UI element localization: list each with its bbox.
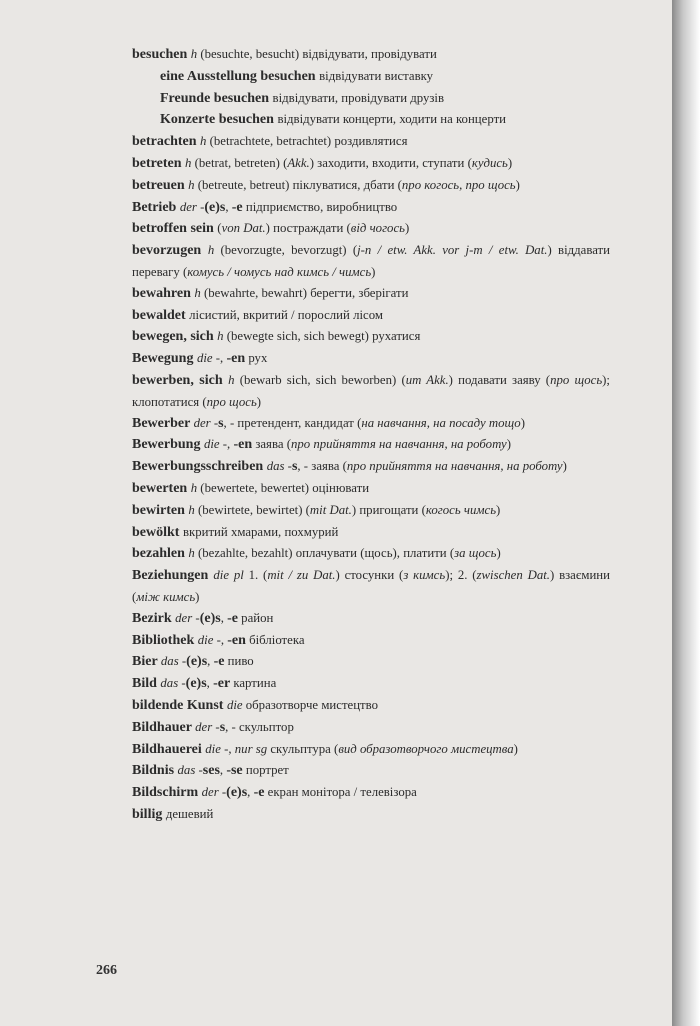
- headword: bevorzugen: [132, 243, 208, 259]
- grammar-note: h: [188, 502, 195, 517]
- headword: bewahren: [132, 285, 195, 301]
- book-spine-shadow: [672, 0, 700, 1026]
- entry-text: -: [218, 785, 227, 800]
- entry-text: (betrat, betreten) (: [191, 155, 288, 170]
- translation-note: на навчання, на посаду тощо: [361, 415, 521, 430]
- headword: Bild: [132, 676, 161, 692]
- translation-note: когось чимсь: [425, 502, 497, 517]
- grammar-note: h: [228, 372, 235, 387]
- headword: betreten: [132, 155, 185, 171]
- headword: besuchen: [132, 47, 191, 62]
- entry-text: ): [515, 177, 520, 192]
- entry-text: -: [178, 654, 187, 669]
- entry-text: (: [217, 221, 222, 236]
- headword: Bewerbungsschreiben: [132, 459, 267, 475]
- sub-entry: [132, 88, 610, 110]
- grammar-note: h: [190, 480, 198, 495]
- grammar-note: die pl: [213, 568, 244, 583]
- dictionary-entry: [132, 456, 610, 478]
- entry-text: портрет: [242, 763, 289, 778]
- grammar-note: das: [160, 676, 179, 691]
- headword: Beziehungen: [132, 568, 214, 584]
- headword: (e)s: [199, 610, 221, 626]
- grammar-note: um Akk.: [405, 372, 449, 387]
- entry-text: ) постраждати (: [265, 221, 351, 236]
- grammar-note: der: [179, 199, 197, 214]
- grammar-note: mit / zu Dat.: [267, 568, 336, 583]
- headword: bewerten: [132, 480, 191, 496]
- entry-text: (betrachtete, betrachtet) роздивлятися: [206, 134, 408, 149]
- entry-text: відвідувати, провідувати друзів: [272, 90, 445, 105]
- entry-text: ,: [206, 676, 214, 691]
- entry-text: ,: [219, 763, 227, 778]
- headword: betrachten: [132, 134, 201, 150]
- dictionary-entry: [132, 44, 610, 66]
- grammar-note: von Dat.: [221, 221, 266, 236]
- dictionary-entry: [132, 782, 610, 804]
- headword: bezahlen: [132, 546, 189, 562]
- dictionary-entry: [132, 175, 610, 197]
- headword: billig: [132, 806, 166, 822]
- entry-text: , - претендент, кандидат (: [223, 415, 362, 430]
- sub-entry: [132, 66, 610, 88]
- dictionary-entry: [132, 240, 610, 283]
- dictionary-entry: [132, 218, 610, 240]
- headword: Bewegung: [132, 351, 197, 367]
- grammar-note: die: [226, 697, 243, 712]
- headword: bewerben, sich: [132, 372, 229, 388]
- translation-note: комусь / чомусь над кимсь / чимсь: [187, 264, 372, 279]
- entry-list: [132, 44, 610, 826]
- dictionary-entry: [132, 608, 610, 630]
- headword: -e: [231, 199, 243, 215]
- grammar-note: h: [188, 177, 195, 192]
- headword: -en: [227, 632, 246, 648]
- translation-note: між кимсь: [136, 589, 196, 604]
- translation-note: вид образотворчого мистецтва: [338, 741, 514, 756]
- headword: Bewerber: [132, 415, 194, 431]
- entry-text: ) заходити, входити, ступати (: [309, 155, 472, 170]
- grammar-note: h: [190, 47, 198, 61]
- entry-text: відвідувати виставку: [319, 68, 434, 83]
- entry-text: (bewahrte, bewahrt) берегти, зберігати: [200, 285, 409, 300]
- entry-text: ) подавати заяву (: [448, 372, 551, 387]
- headword: bewölkt: [132, 524, 183, 540]
- entry-text: -,: [212, 351, 227, 366]
- grammar-note: j-n / etw. Akk. vor j-m / etw. Dat.: [357, 243, 548, 258]
- entry-text: , - скульптор: [225, 719, 294, 734]
- entry-text: -,: [219, 437, 234, 452]
- dictionary-entry: [132, 434, 610, 456]
- translation-note: про щось: [550, 372, 603, 387]
- entry-text: бібліотека: [245, 632, 305, 647]
- grammar-note: h: [207, 243, 215, 258]
- translation-note: від чогось: [350, 221, 405, 236]
- headword: Konzerte besuchen: [160, 112, 278, 128]
- entry-text: (besuchte, besucht) відвідувати, провідувати: [197, 47, 437, 61]
- grammar-note: h: [194, 285, 201, 300]
- headword: (e)s: [226, 785, 248, 801]
- entry-text: картина: [230, 676, 277, 691]
- entry-text: вкритий хмарами, похмурий: [182, 524, 339, 539]
- headword: Freunde besuchen: [160, 90, 273, 106]
- headword: Bildnis: [132, 763, 178, 779]
- entry-text: (betreute, betreut) піклуватися, дбати (: [194, 177, 402, 192]
- headword: -e: [253, 785, 265, 801]
- entry-text: (bewarb sich, sich beworben) (: [234, 372, 406, 387]
- entry-text: ); клопотатися (: [132, 372, 610, 409]
- entry-text: (bewertete, bewertet) оцінювати: [197, 480, 370, 495]
- entry-text: ): [404, 221, 410, 236]
- grammar-note: das: [177, 763, 196, 778]
- headword: ses: [202, 763, 220, 779]
- grammar-note: die: [203, 437, 220, 452]
- translation-note: про прийняття на навчання, на роботу: [346, 459, 563, 474]
- grammar-note: das: [266, 459, 285, 474]
- grammar-note: h: [185, 155, 192, 170]
- entry-text: (bevorzugte, bevorzugt) (: [214, 243, 358, 258]
- headword: (e)s: [186, 654, 208, 670]
- entry-text: ): [256, 394, 262, 409]
- grammar-note: nur sg: [234, 741, 268, 756]
- grammar-note: h: [188, 546, 195, 561]
- grammar-note: die: [197, 632, 214, 647]
- grammar-note: der: [175, 610, 193, 625]
- dictionary-entry: [132, 651, 610, 673]
- headword: betroffen sein: [132, 221, 218, 237]
- entry-text: ): [513, 741, 518, 756]
- entry-text: ): [562, 459, 567, 474]
- entry-text: (bewirtete, bewirtet) (: [194, 502, 310, 517]
- headword: Bezirk: [132, 610, 176, 626]
- entry-text: (bezahlte, bezahlt) оплачувати (щось), платити (: [194, 546, 455, 561]
- entry-text: підприємство, виробництво: [242, 199, 398, 214]
- dictionary-entry: [132, 522, 610, 544]
- translation-note: з кимсь: [403, 568, 446, 583]
- entry-text: рух: [245, 351, 268, 366]
- translation-note: про щось: [206, 394, 257, 409]
- entry-text: -: [178, 676, 186, 691]
- dictionary-entry: [132, 500, 610, 522]
- grammar-note: h: [200, 134, 207, 149]
- dictionary-entry: [132, 695, 610, 717]
- grammar-note: Akk.: [287, 155, 310, 170]
- dictionary-entry: [132, 131, 610, 153]
- headword: s: [219, 719, 226, 735]
- dictionary-entry: [132, 673, 610, 695]
- grammar-note: zwischen Dat.: [476, 568, 550, 583]
- entry-text: лісистий, вкритий / порослий лісом: [189, 307, 383, 322]
- headword: Bewerbung: [132, 437, 204, 453]
- entry-text: ): [506, 437, 511, 452]
- headword: -e: [213, 654, 225, 670]
- headword: Bildhauer: [132, 719, 196, 735]
- headword: -en: [233, 437, 253, 453]
- translation-note: про когось, про щось: [401, 177, 516, 192]
- grammar-note: das: [160, 654, 179, 669]
- entry-text: пиво: [224, 654, 254, 669]
- grammar-note: der: [201, 785, 219, 800]
- entry-text: (bewegte sich, sich bewegt) рухатися: [223, 329, 421, 344]
- entry-text: ); 2. (: [445, 568, 477, 583]
- entry-text: , - заява (: [297, 459, 347, 474]
- grammar-note: der: [195, 719, 213, 734]
- headword: eine Ausstellung besuchen: [160, 68, 320, 84]
- entry-text: скульптура (: [267, 741, 339, 756]
- headword: s: [218, 415, 224, 431]
- entry-text: -,: [220, 741, 235, 756]
- entry-text: район: [237, 610, 274, 625]
- entry-text: -: [284, 459, 292, 474]
- grammar-note: der: [193, 415, 211, 430]
- headword: Bildschirm: [132, 785, 202, 801]
- entry-text: -: [195, 763, 203, 778]
- entry-text: -: [212, 719, 220, 734]
- grammar-note: h: [217, 329, 224, 344]
- entry-text: ): [496, 546, 501, 561]
- headword: s: [291, 459, 298, 475]
- grammar-note: mit Dat.: [309, 502, 352, 517]
- translation-note: про прийняття на навчання, на роботу: [290, 437, 507, 452]
- headword: bewirten: [132, 502, 189, 518]
- dictionary-entry: [132, 348, 610, 370]
- dictionary-entry: [132, 804, 610, 826]
- dictionary-entry: [132, 478, 610, 500]
- grammar-note: die: [196, 351, 213, 366]
- grammar-note: die: [205, 741, 221, 756]
- headword: bewaldet: [132, 307, 190, 323]
- entry-text: відвідувати концерти, ходити на концерти: [277, 112, 507, 127]
- dictionary-entry: [132, 326, 610, 348]
- entry-text: образотворче мистецтво: [242, 697, 379, 712]
- dictionary-entry: [132, 305, 610, 327]
- dictionary-entry: [132, 413, 610, 435]
- sub-entry: [132, 109, 610, 131]
- headword: -e: [227, 610, 238, 626]
- headword: (e)s: [185, 676, 207, 692]
- translation-note: за щось: [454, 546, 497, 561]
- dictionary-entry: [132, 543, 610, 565]
- entry-text: ): [520, 415, 525, 430]
- entry-text: ,: [225, 199, 232, 214]
- entry-text: ): [496, 502, 501, 517]
- entry-text: -: [192, 610, 200, 625]
- dictionary-entry: [132, 565, 610, 608]
- dictionary-entry: [132, 153, 610, 175]
- entry-text: дешевий: [165, 806, 214, 821]
- entry-text: -,: [213, 632, 228, 647]
- entry-text: ) стосунки (: [335, 568, 404, 583]
- entry-text: ,: [220, 610, 228, 625]
- headword: -se: [226, 763, 243, 779]
- entry-text: ) пригощати (: [351, 502, 426, 517]
- headword: betreuen: [132, 177, 189, 193]
- dictionary-entry: [132, 630, 610, 652]
- headword: (e)s: [204, 199, 226, 215]
- headword: -er: [213, 676, 231, 692]
- entry-text: ): [195, 589, 200, 604]
- entry-text: екран монітора / телевізора: [264, 785, 417, 800]
- entry-text: ): [371, 264, 376, 279]
- headword: Bier: [132, 654, 161, 670]
- page-number: 266: [96, 963, 117, 978]
- dictionary-entry: [132, 717, 610, 739]
- dictionary-entry: [132, 197, 610, 219]
- entry-text: ) віддавати перевагу (: [132, 243, 610, 279]
- entry-text: ,: [207, 654, 214, 669]
- entry-text: ,: [247, 785, 254, 800]
- entry-text: ) взаємини (: [132, 568, 610, 604]
- headword: Bibliothek: [132, 632, 198, 648]
- dictionary-entry: [132, 370, 610, 413]
- dictionary-entry: [132, 283, 610, 305]
- entry-text: -: [196, 199, 205, 214]
- dictionary-entry: [132, 760, 610, 782]
- headword: bewegen, sich: [132, 329, 218, 345]
- dictionary-entry: [132, 739, 610, 761]
- headword: Betrieb: [132, 199, 180, 215]
- entry-text: -: [210, 415, 219, 430]
- entry-text: заява (: [252, 437, 291, 452]
- headword: Bildhauerei: [132, 741, 206, 757]
- entry-text: ): [507, 155, 513, 170]
- headword: bildende Kunst: [132, 697, 227, 713]
- translation-note: кудись: [471, 155, 508, 170]
- headword: -en: [226, 351, 246, 367]
- entry-text: 1. (: [243, 568, 268, 583]
